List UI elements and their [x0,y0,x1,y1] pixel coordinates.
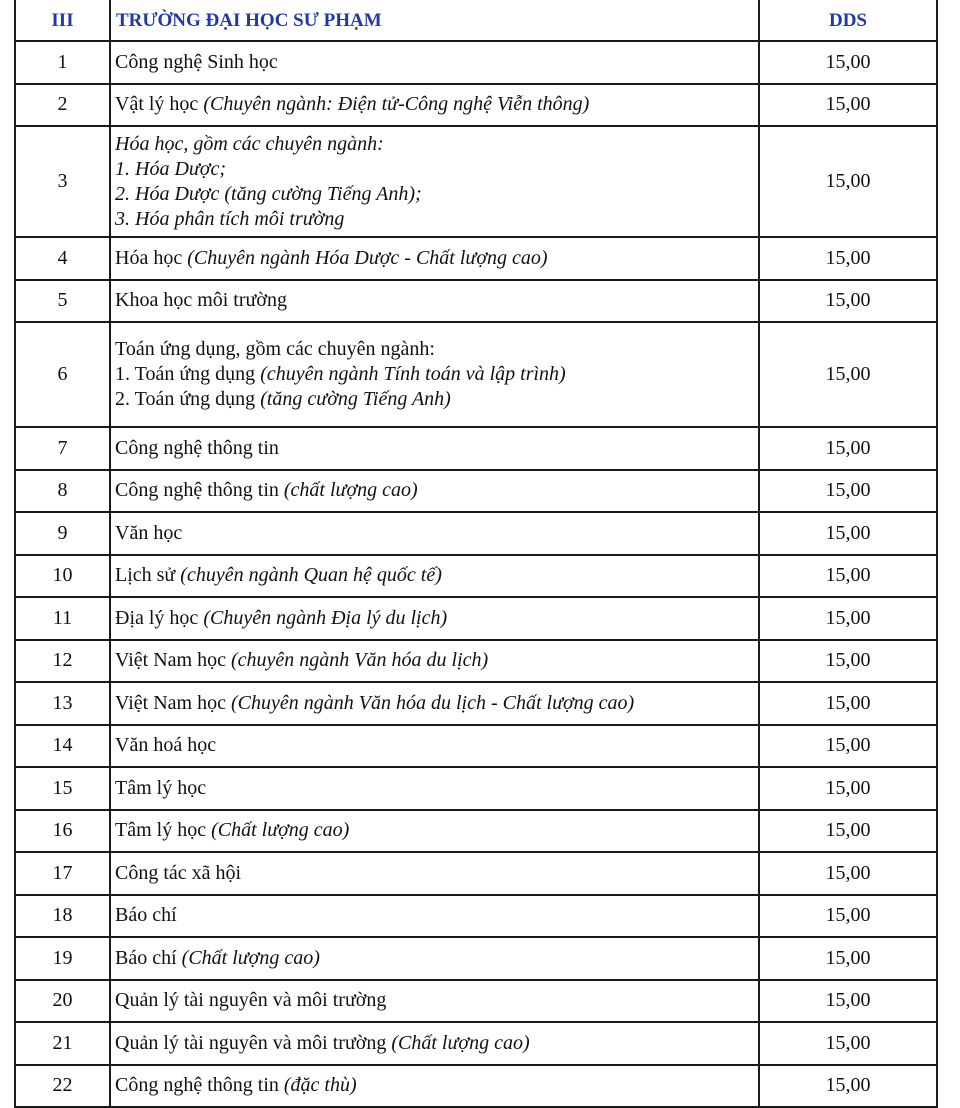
table-row [15,810,937,853]
major-name [110,895,759,938]
major-name [110,640,759,683]
admission-score-table [14,0,938,1108]
major-note: (Chất lượng cao) [391,1031,530,1054]
table-row [15,640,937,683]
major-note: (Chất lượng cao) [181,946,320,969]
min-score: 15,00 [759,126,937,237]
major-title: Công nghệ thông tin [115,479,284,502]
table-row [15,767,937,810]
table-row [15,682,937,725]
major-note: (Chất lượng cao) [211,819,350,842]
major-name [110,280,759,323]
major-name [110,725,759,768]
min-score: 15,00 [759,322,937,427]
major-note: (chất lượng cao) [283,479,418,502]
major-name [110,597,759,640]
major-title: Lịch sử [115,564,181,587]
min-score: 15,00 [759,725,937,768]
major-name [110,512,759,555]
major-title: Báo chí [115,904,177,927]
table-row [15,980,937,1023]
row-number: 12 [15,640,110,683]
table-row [15,555,937,598]
table-row [15,1022,937,1065]
major-title: Toán ứng dụng, gồm các chuyên ngành: [115,338,435,360]
major-title: Công tác xã hội [115,861,242,884]
major-name [110,767,759,810]
row-number: 19 [15,937,110,980]
major-title: 1. Toán ứng dụng [115,363,261,385]
min-score: 15,00 [759,1022,937,1065]
row-number: 21 [15,1022,110,1065]
major-note: (Chuyên ngành: Điện tử-Công nghệ Viễn thông) [203,93,590,116]
min-score: 15,00 [759,980,937,1023]
major-title: Văn học [115,521,183,544]
school-title: TRƯỜNG ĐẠI HỌC SƯ PHẠM [110,0,759,41]
table-row [15,126,937,237]
table-row [15,470,937,513]
table-row [15,322,937,427]
major-note: (Chuyên ngành Hóa Dược - Chất lượng cao) [187,246,548,269]
row-number: 2 [15,84,110,127]
major-title: 2. Toán ứng dụng [115,388,261,410]
major-line: 1. Hóa Dược; [115,157,227,180]
min-score: 15,00 [759,682,937,725]
major-note: (Chuyên ngành Văn hóa du lịch - Chất lượng cao) [231,691,635,714]
min-score: 15,00 [759,512,937,555]
major-name [110,41,759,84]
min-score: 15,00 [759,41,937,84]
major-line: 2. Hóa Dược (tăng cường Tiếng Anh); [115,182,422,205]
major-line [115,362,758,387]
min-score: 15,00 [759,555,937,598]
major-title: Hóa học [115,246,188,269]
major-name [110,810,759,853]
major-note: (chuyên ngành Tính toán và lập trình) [260,363,566,385]
major-note: (chuyên ngành Văn hóa du lịch) [231,649,489,672]
table-row [15,280,937,323]
major-title: Địa lý học [115,606,204,629]
major-title: Việt Nam học [115,691,231,714]
major-title: Việt Nam học [115,649,231,672]
row-number: 18 [15,895,110,938]
major-name [110,937,759,980]
section-index: III [15,0,110,41]
major-line: 3. Hóa phân tích môi trường [115,207,345,230]
major-title: Quản lý tài nguyên và môi trường [115,989,387,1012]
table-row [15,895,937,938]
row-number: 6 [15,322,110,427]
major-title: Tâm lý học [115,819,212,842]
row-number: 20 [15,980,110,1023]
min-score: 15,00 [759,895,937,938]
table-row [15,725,937,768]
major-note: (chuyên ngành Quan hệ quốc tế) [180,564,442,587]
row-number: 11 [15,597,110,640]
min-score: 15,00 [759,1065,937,1108]
table-row [15,41,937,84]
major-title: Báo chí [115,946,182,969]
row-number: 16 [15,810,110,853]
major-title: Công nghệ thông tin [115,1074,284,1097]
table-row [15,237,937,280]
table-header-row [15,0,937,41]
row-number: 7 [15,427,110,470]
major-title: Vật lý học [115,93,204,116]
major-title: Văn hoá học [115,734,217,757]
min-score: 15,00 [759,427,937,470]
school-code: DDS [759,0,937,41]
table-row [15,937,937,980]
table-row [15,852,937,895]
min-score: 15,00 [759,937,937,980]
table-row [15,84,937,127]
major-title: Quản lý tài nguyên và môi trường [115,1031,392,1054]
min-score: 15,00 [759,280,937,323]
row-number: 22 [15,1065,110,1108]
major-line: Hóa học, gồm các chuyên ngành: [115,132,384,155]
major-name [110,322,759,427]
row-number: 14 [15,725,110,768]
major-title: Khoa học môi trường [115,289,287,312]
min-score: 15,00 [759,640,937,683]
min-score: 15,00 [759,470,937,513]
major-line [115,387,758,412]
row-number: 17 [15,852,110,895]
major-title: Tâm lý học [115,776,207,799]
row-number: 1 [15,41,110,84]
min-score: 15,00 [759,767,937,810]
row-number: 3 [15,126,110,237]
major-note: (Chuyên ngành Địa lý du lịch) [203,606,448,629]
major-note: (đặc thù) [283,1074,357,1097]
row-number: 4 [15,237,110,280]
major-name [110,1022,759,1065]
min-score: 15,00 [759,597,937,640]
major-name [110,237,759,280]
min-score: 15,00 [759,810,937,853]
row-number: 13 [15,682,110,725]
row-number: 8 [15,470,110,513]
min-score: 15,00 [759,237,937,280]
row-number: 9 [15,512,110,555]
major-title: Công nghệ thông tin [115,436,279,459]
row-number: 5 [15,280,110,323]
major-name [110,427,759,470]
major-note: (tăng cường Tiếng Anh) [260,388,451,410]
major-line [115,337,758,362]
major-name [110,682,759,725]
major-name [110,84,759,127]
table-row [15,597,937,640]
min-score: 15,00 [759,84,937,127]
major-name [110,980,759,1023]
major-name [110,470,759,513]
table-row [15,427,937,470]
min-score: 15,00 [759,852,937,895]
major-name [110,555,759,598]
row-number: 15 [15,767,110,810]
major-name [110,126,759,237]
major-title: Công nghệ Sinh học [115,50,278,73]
row-number: 10 [15,555,110,598]
major-name [110,852,759,895]
table-row [15,512,937,555]
